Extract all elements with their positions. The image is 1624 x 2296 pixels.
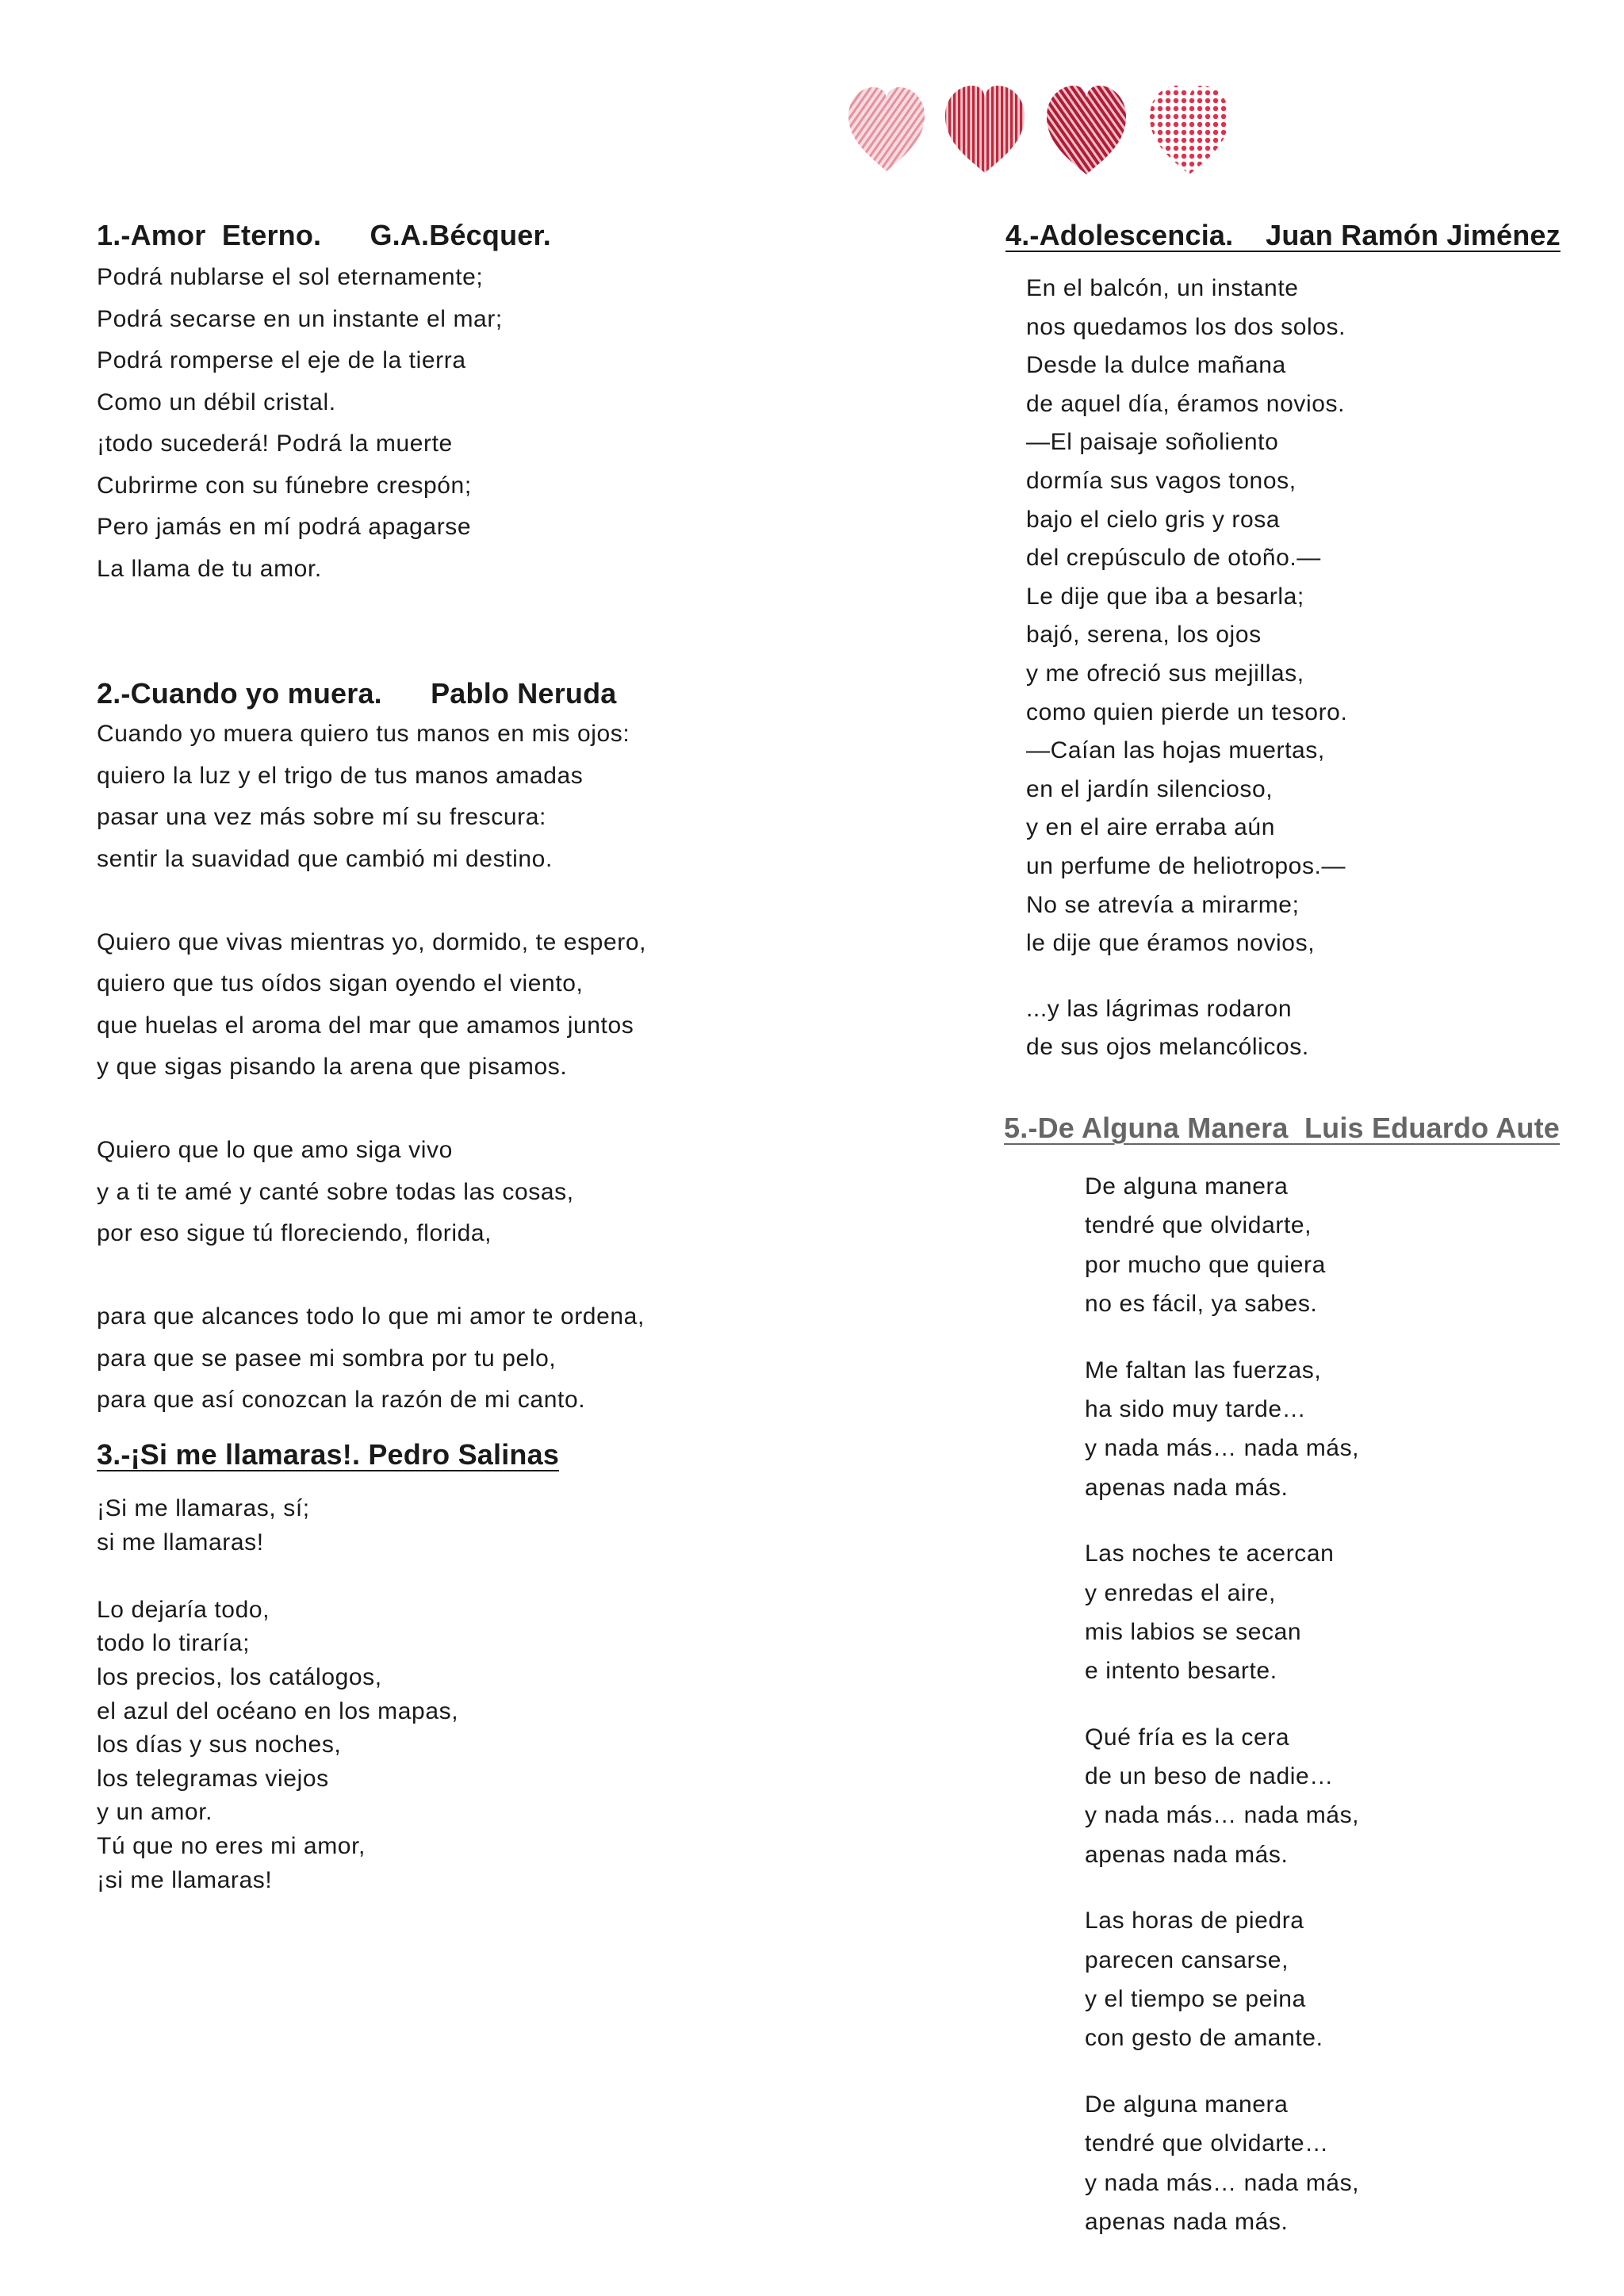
poem-title: 1.-Amor Eterno. G.A.Bécquer. [97,219,551,251]
poem-line: le dije que éramos novios, [1026,930,1316,957]
poem-line: Podrá secarse en un instante el mar; [97,305,503,332]
poem-line: De alguna manera [1085,1173,1289,1200]
poem-line: un perfume de heliotropos.— [1026,852,1346,879]
poem-line: bajo el cielo gris y rosa [1026,506,1281,533]
poem-amor-eterno [97,219,551,590]
heart-icon [1047,86,1126,174]
poem-body [97,1492,559,1897]
poem-line: mis labios se secan [1085,1618,1302,1645]
poem-line: De alguna manera [1085,2091,1289,2118]
hearts-decoration [847,81,1235,181]
poem-line: para que se pasee mi sombra por tu pelo, [97,1345,557,1372]
poem-line: Pero jamás en mí podrá apagarse [97,514,472,540]
poem-line: Cuando yo muera quiero tus manos en mis ojos: [97,721,630,747]
poem-line: Tú que no eres mi amor, [97,1832,366,1859]
poem-title: 4.-Adolescencia. Juan Ramón Jiménez [1005,219,1561,251]
poem-line: ¡Si me llamaras, sí; [97,1495,310,1521]
poem-title: 3.-¡Si me llamaras!. Pedro Salinas [97,1438,560,1471]
poem-line: los días y sus noches, [97,1732,342,1758]
poem-line: como quien pierde un tesoro. [1026,698,1348,725]
poem-title: 2.-Cuando yo muera. Pablo Neruda [97,677,617,710]
poem-line: parecen cansarse, [1085,1946,1289,1973]
poem-si-me-llamaras [97,1438,559,1897]
poem-line: y nada más… nada más, [1085,1802,1360,1829]
poem-line: Quiero que vivas mientras yo, dormido, te espero, [97,928,647,955]
poem-line: nos quedamos los dos solos. [1026,313,1346,340]
poem-body [97,257,551,590]
poem-line: apenas nada más. [1085,2208,1289,2235]
poem-line: de sus ojos melancólicos. [1026,1034,1309,1061]
poem-line: No se atrevía a mirarme; [1026,891,1300,918]
poem-line: Qué fría es la cera [1085,1724,1290,1751]
poem-line: no es fácil, ya sabes. [1085,1291,1318,1318]
poem-line: y el tiempo se peina [1085,1986,1306,2013]
poem-line: quiero la luz y el trigo de tus manos amadas [97,762,584,789]
poem-line: Desde la dulce mañana [1026,352,1286,379]
poem-line: quiero que tus oídos sigan oyendo el viento, [97,970,584,997]
poem-line: Lo dejaría todo, [97,1596,270,1623]
poem-line: En el balcón, un instante [1026,275,1299,301]
poem-line: Quiero que lo que amo siga vivo [97,1137,453,1163]
poem-line: por mucho que quiera [1085,1251,1326,1278]
poem-line: el azul del océano en los mapas, [97,1697,459,1724]
poem-body [97,714,646,1422]
poem-line: apenas nada más. [1085,1841,1289,1868]
poem-line: todo lo tiraría; [97,1630,251,1657]
poem-line: y enredas el aire, [1085,1579,1276,1606]
poem-line: ha sido muy tarde… [1085,1395,1307,1422]
poem-line: Podrá romperse el eje de la tierra [97,347,466,373]
heart-icon [1150,86,1229,174]
poem-line: los telegramas viejos [97,1765,329,1792]
poem-line: los precios, los catálogos, [97,1663,382,1690]
poem-line: sentir la suavidad que cambió mi destino. [97,845,553,872]
poem-line: apenas nada más. [1085,1474,1289,1501]
poem-line: Podrá nublarse el sol eternamente; [97,264,484,290]
poem-line: de un beso de nadie… [1085,1763,1334,1790]
poem-body [1085,1167,1560,2241]
poem-line: del crepúsculo de otoño.— [1026,545,1321,572]
poem-line: tendré que olvidarte… [1085,2130,1329,2157]
poem-title: 5.-De Alguna Manera Luis Eduardo Aute [1004,1112,1561,1144]
poem-line: para que alcances todo lo que mi amor te ordena, [97,1303,645,1330]
poem-de-alguna-manera [1004,1112,1560,2241]
poem-line: Como un débil cristal. [97,388,336,415]
poem-line: —El paisaje soñoliento [1026,429,1279,456]
poem-line: Me faltan las fuerzas, [1085,1357,1322,1383]
poem-line: con gesto de amante. [1085,2025,1323,2052]
poem-line: —Caían las hojas muertas, [1026,737,1325,764]
heart-icon [848,87,925,171]
poem-line: de aquel día, éramos novios. [1026,390,1346,417]
poem-line: pasar una vez más sobre mí su frescura: [97,804,546,830]
poem-line: dormía sus vagos tonos, [1026,467,1297,494]
poem-line: y nada más… nada más, [1085,1435,1360,1462]
poem-line: ¡si me llamaras! [97,1866,273,1893]
poem-line: Las noches te acercan [1085,1540,1335,1567]
poem-line: y que sigas pisando la arena que pisamos. [97,1054,568,1080]
poem-line: Cubrirme con su fúnebre crespón; [97,472,472,499]
poem-adolescencia [1005,219,1561,1067]
poem-line: que huelas el aroma del mar que amamos juntos [97,1012,634,1039]
poem-line: y a ti te amé y canté sobre todas las cosas, [97,1178,574,1205]
poem-line: tendré que olvidarte, [1085,1212,1312,1239]
poem-line: Las horas de piedra [1085,1908,1304,1934]
poem-line: y nada más… nada más, [1085,2169,1360,2196]
poem-line: para que así conozcan la razón de mi canto. [97,1387,586,1413]
poem-line: en el jardín silencioso, [1026,775,1274,802]
poem-line: si me llamaras! [97,1529,264,1556]
poem-line: y un amor. [97,1799,213,1826]
poem-body [1026,270,1561,1067]
poem-line: ...y las lágrimas rodaron [1026,995,1293,1022]
poem-cuando-yo-muera [97,677,646,1422]
poem-line: La llama de tu amor. [97,555,322,582]
poem-line: por eso sigue tú floreciendo, florida, [97,1220,492,1246]
heart-icon [945,86,1025,173]
poem-line: e intento besarte. [1085,1658,1277,1685]
poem-line: y me ofreció sus mejillas, [1026,660,1304,687]
poem-line: ¡todo sucederá! Podrá la muerte [97,430,453,457]
poem-line: bajó, serena, los ojos [1026,622,1262,649]
poem-line: Le dije que iba a besarla; [1026,583,1304,610]
poem-line: y en el aire erraba aún [1026,814,1275,841]
